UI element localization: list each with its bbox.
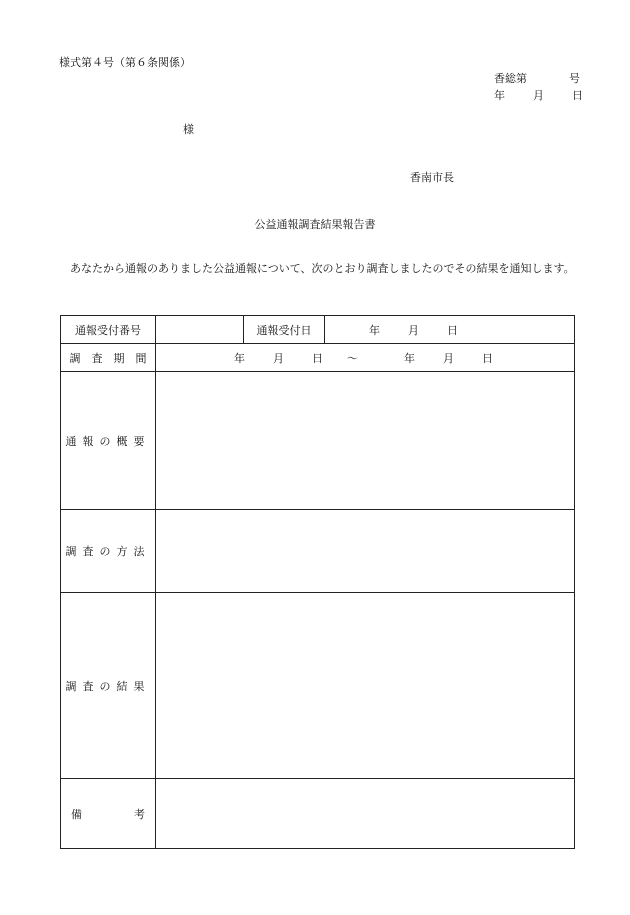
intro-paragraph [59, 259, 579, 279]
ref-prefix: 香総第 [494, 72, 527, 85]
period-units [156, 350, 574, 366]
row-period [61, 344, 575, 372]
receipt-number-field[interactable] [156, 316, 244, 344]
period-start-day: 日 [312, 351, 323, 365]
result-label: 調査の結果 [61, 593, 156, 779]
period-end-day: 日 [482, 351, 493, 365]
issue-date [494, 90, 583, 101]
period-separator: ～ [347, 351, 358, 365]
method-label: 調査の方法 [61, 510, 156, 593]
row-remarks [61, 779, 575, 849]
method-field[interactable] [156, 510, 575, 593]
report-table [60, 315, 575, 849]
document-title: 公益通報調査結果報告書 [254, 218, 376, 231]
form-number: 様式第４号（第６条関係） [59, 56, 191, 69]
ref-suffix: 号 [569, 72, 580, 85]
period-end-month: 月 [443, 351, 454, 365]
row-receipt [61, 316, 575, 344]
receipt-date-field[interactable] [325, 316, 575, 344]
summary-field[interactable] [156, 372, 575, 510]
issue-day: 日 [572, 89, 583, 102]
reference-number [494, 73, 580, 84]
sender-title: 香南市長 [410, 171, 454, 184]
receipt-date-label: 通報受付日 [244, 316, 325, 344]
issue-year: 年 [494, 89, 505, 102]
receipt-day: 日 [447, 323, 458, 337]
period-end-year: 年 [404, 351, 415, 365]
receipt-year: 年 [369, 323, 380, 337]
remarks-label [61, 779, 156, 849]
row-summary [61, 372, 575, 510]
remarks-label-right: 考 [134, 807, 145, 821]
receipt-number-label: 通報受付番号 [61, 316, 156, 344]
intro-text: あなたから通報のありました公益通報について、次のとおり調査しましたのでその結果を通知します。 [70, 262, 575, 275]
row-method [61, 510, 575, 593]
period-label: 調 査 期 間 [61, 344, 156, 372]
addressee-honorific: 様 [183, 123, 194, 136]
result-field[interactable] [156, 593, 575, 779]
remarks-field[interactable] [156, 779, 575, 849]
remarks-label-left: 備 [71, 807, 82, 821]
period-start-year: 年 [234, 351, 245, 365]
issue-month: 月 [533, 89, 544, 102]
row-result [61, 593, 575, 779]
summary-label: 通報の概要 [61, 372, 156, 510]
receipt-date-units [325, 322, 574, 338]
remarks-label-inner [61, 806, 155, 822]
period-field[interactable] [156, 344, 575, 372]
receipt-month: 月 [408, 323, 419, 337]
period-start-month: 月 [273, 351, 284, 365]
